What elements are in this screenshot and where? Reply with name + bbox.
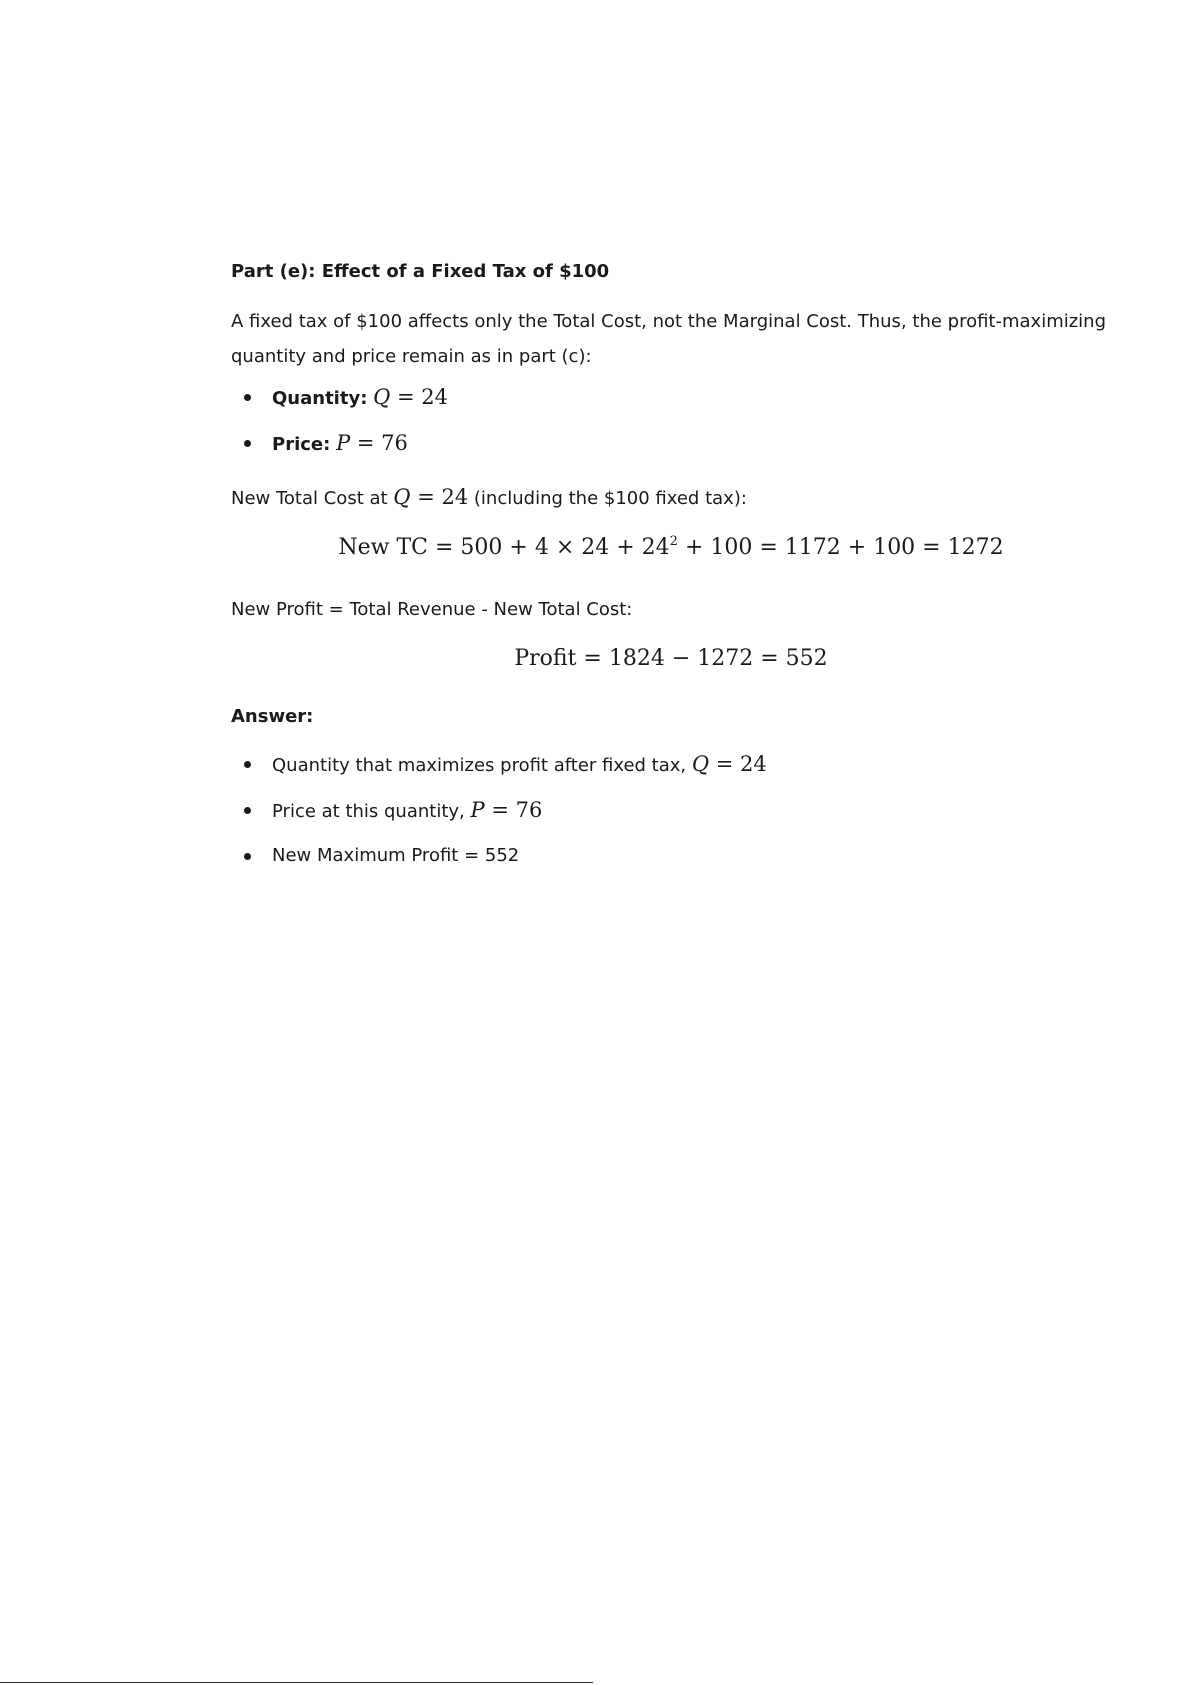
summary-list	[231, 382, 1111, 460]
total-cost-equation	[231, 532, 1111, 564]
tc-intro-value: = 24	[410, 485, 469, 509]
answer-list	[231, 749, 1111, 871]
answer-price-text: Price at this quantity,	[272, 801, 471, 822]
answer-quantity-text: Quantity that maximizes profit after fixed tax,	[272, 755, 692, 776]
document-page	[231, 258, 1111, 891]
quantity-label: Quantity:	[272, 388, 368, 409]
bullet-icon	[244, 394, 251, 401]
answer-quantity-variable: Q	[691, 752, 710, 776]
list-item	[231, 749, 1111, 781]
answer-price-variable: P	[470, 798, 485, 822]
answer-quantity-value: = 24	[709, 752, 767, 776]
price-label: Price:	[272, 434, 331, 455]
tc-equation-lhs: New TC	[338, 535, 429, 560]
price-value: = 76	[350, 431, 408, 455]
tc-intro-text: New Total Cost at	[231, 488, 394, 509]
section-heading: Part (e): Effect of a Fixed Tax of $100	[231, 261, 610, 282]
tc-equation-part1: = 500 + 4 × 24 + 24	[428, 535, 670, 560]
list-item	[231, 428, 1111, 460]
list-item	[231, 841, 1111, 871]
answer-profit-text: New Maximum Profit = 552	[272, 845, 520, 866]
total-cost-intro	[231, 480, 1111, 516]
bullet-icon	[244, 761, 251, 768]
list-item	[231, 795, 1111, 827]
bullet-icon	[244, 440, 251, 447]
tc-equation-exponent: 2	[669, 534, 678, 549]
bullet-icon	[244, 807, 251, 814]
answer-heading: Answer:	[231, 706, 314, 727]
profit-intro: New Profit = Total Revenue - New Total Cost:	[231, 599, 633, 620]
tc-equation-part2: + 100 = 1172 + 100 = 1272	[677, 535, 1004, 560]
tc-intro-variable: Q	[393, 485, 411, 509]
footer-divider	[0, 1682, 593, 1683]
list-item	[231, 382, 1111, 414]
quantity-variable: Q	[373, 385, 391, 409]
profit-equation: Profit = 1824 − 1272 = 552	[514, 646, 828, 671]
answer-price-value: = 76	[484, 798, 543, 822]
bullet-icon	[244, 853, 251, 860]
quantity-value: = 24	[390, 385, 449, 409]
tc-intro-suffix: (including the $100 fixed tax):	[468, 488, 747, 509]
intro-paragraph: A fixed tax of $100 affects only the Total Cost, not the Marginal Cost. Thus, the profit-maximizing quantity and price remain as in part (c):	[231, 311, 1107, 367]
price-variable: P	[336, 431, 351, 455]
